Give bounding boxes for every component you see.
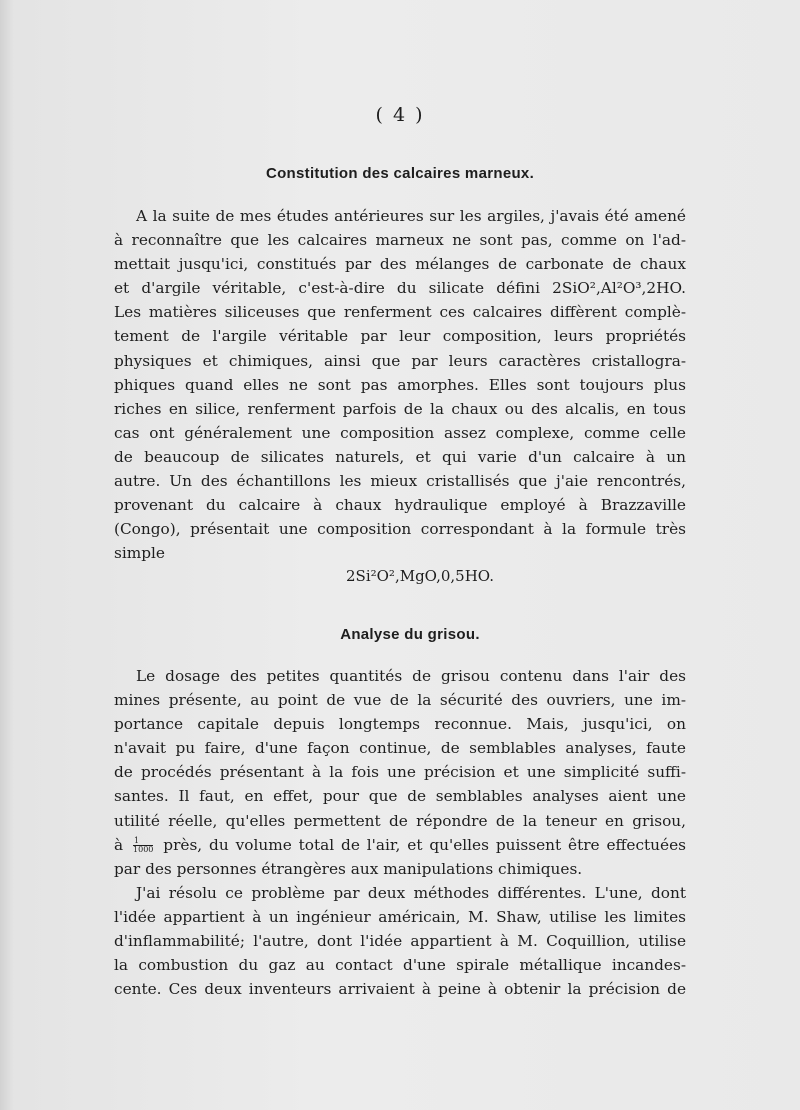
text-line: A la suite de mes études antérieures sur les argiles, j'avais été amené (136, 207, 686, 225)
text-line: tement de l'argile véritable par leur composition, leurs propriétés (114, 327, 686, 346)
fraction-numerator: 1 (133, 837, 153, 846)
text-line: par des personnes étrangères aux manipulations chimiques. (114, 859, 583, 878)
text-line: Les matières siliceuses que renferment ces calcaires diffèrent complè- (114, 303, 686, 322)
text-line: mines présente, au point de vue de la sécurité des ouvriers, une im- (114, 691, 686, 710)
text-line: phiques quand elles ne sont pas amorphes. Elles sont toujours plus (114, 375, 686, 394)
text-line: l'idée appartient à un ingénieur américain, M. Shaw, utilise les limites (114, 908, 686, 927)
text-line: autre. Un des échantillons les mieux cristallisés que j'aie rencontrés, (114, 472, 686, 491)
text-line: et d'argile véritable, c'est-à-dire du silicate défini 2SiO²,Al²O³,2HO. (114, 279, 686, 298)
text-line-with-fraction (114, 833, 686, 857)
text-line: à reconnaître que les calcaires marneux ne sont pas, comme on l'ad- (114, 231, 686, 250)
paragraph-calcaires (114, 204, 686, 565)
fraction-denominator: 1000 (133, 845, 154, 855)
text-line: cas ont généralement une composition assez complexe, comme celle (114, 423, 686, 442)
text-line: simple (114, 544, 165, 563)
section-title-grisou: Analyse du grisou. (340, 626, 480, 643)
text-line: cente. Ces deux inventeurs arrivaient à peine à obtenir la précision de (114, 980, 686, 999)
fraction (133, 837, 153, 854)
text-line: mettait jusqu'ici, constitués par des mélanges de carbonate de chaux (114, 255, 686, 274)
text-line: d'inflammabilité; l'autre, dont l'idée appartient à M. Coquillion, utilise (114, 932, 686, 951)
text-line: (Congo), présentait une composition correspondant à la formule très (114, 520, 686, 539)
text-line: portance capitale depuis longtemps reconnue. Mais, jusqu'ici, on (114, 715, 686, 734)
fraction-suffix: près, du volume total de l'air, et qu'elles puissent être effectuées (163, 835, 686, 854)
text-line: de beaucoup de silicates naturels, et qui varie d'un calcaire à un (114, 447, 686, 466)
text-line: santes. Il faut, en effet, pour que de semblables analyses aient une (114, 787, 686, 806)
text-line: n'avait pu faire, d'une façon continue, de semblables analyses, faute (114, 739, 686, 758)
text-line: de procédés présentant à la fois une précision et une simplicité suffi- (114, 763, 686, 782)
text-line: utilité réelle, qu'elles permettent de répondre de la teneur en grisou, (114, 811, 686, 830)
text-line: riches en silice, renferment parfois de la chaux ou des alcalis, en tous (114, 399, 686, 418)
text-line: J'ai résolu ce problème par deux méthodes différentes. L'une, dont (136, 884, 686, 902)
text-line: provenant du calcaire à chaux hydraulique employé à Brazzaville (114, 496, 686, 515)
text-line: Le dosage des petites quantités de grisou contenu dans l'air des (136, 667, 686, 685)
section-title-calcaires: Constitution des calcaires marneux. (265, 165, 535, 182)
fraction-prefix: à (114, 835, 124, 854)
page-number: ( 4 ) (375, 104, 425, 126)
text-line: la combustion du gaz au contact d'une spirale métallique incandes- (114, 956, 686, 975)
text-line: physiques et chimiques, ainsi que par leurs caractères cristallogra- (114, 351, 686, 370)
paragraph-grisou-2 (114, 881, 686, 1001)
paragraph-grisou-1 (114, 664, 686, 881)
chemical-formula: 2Si²O²,MgO,0,5HO. (346, 567, 494, 585)
